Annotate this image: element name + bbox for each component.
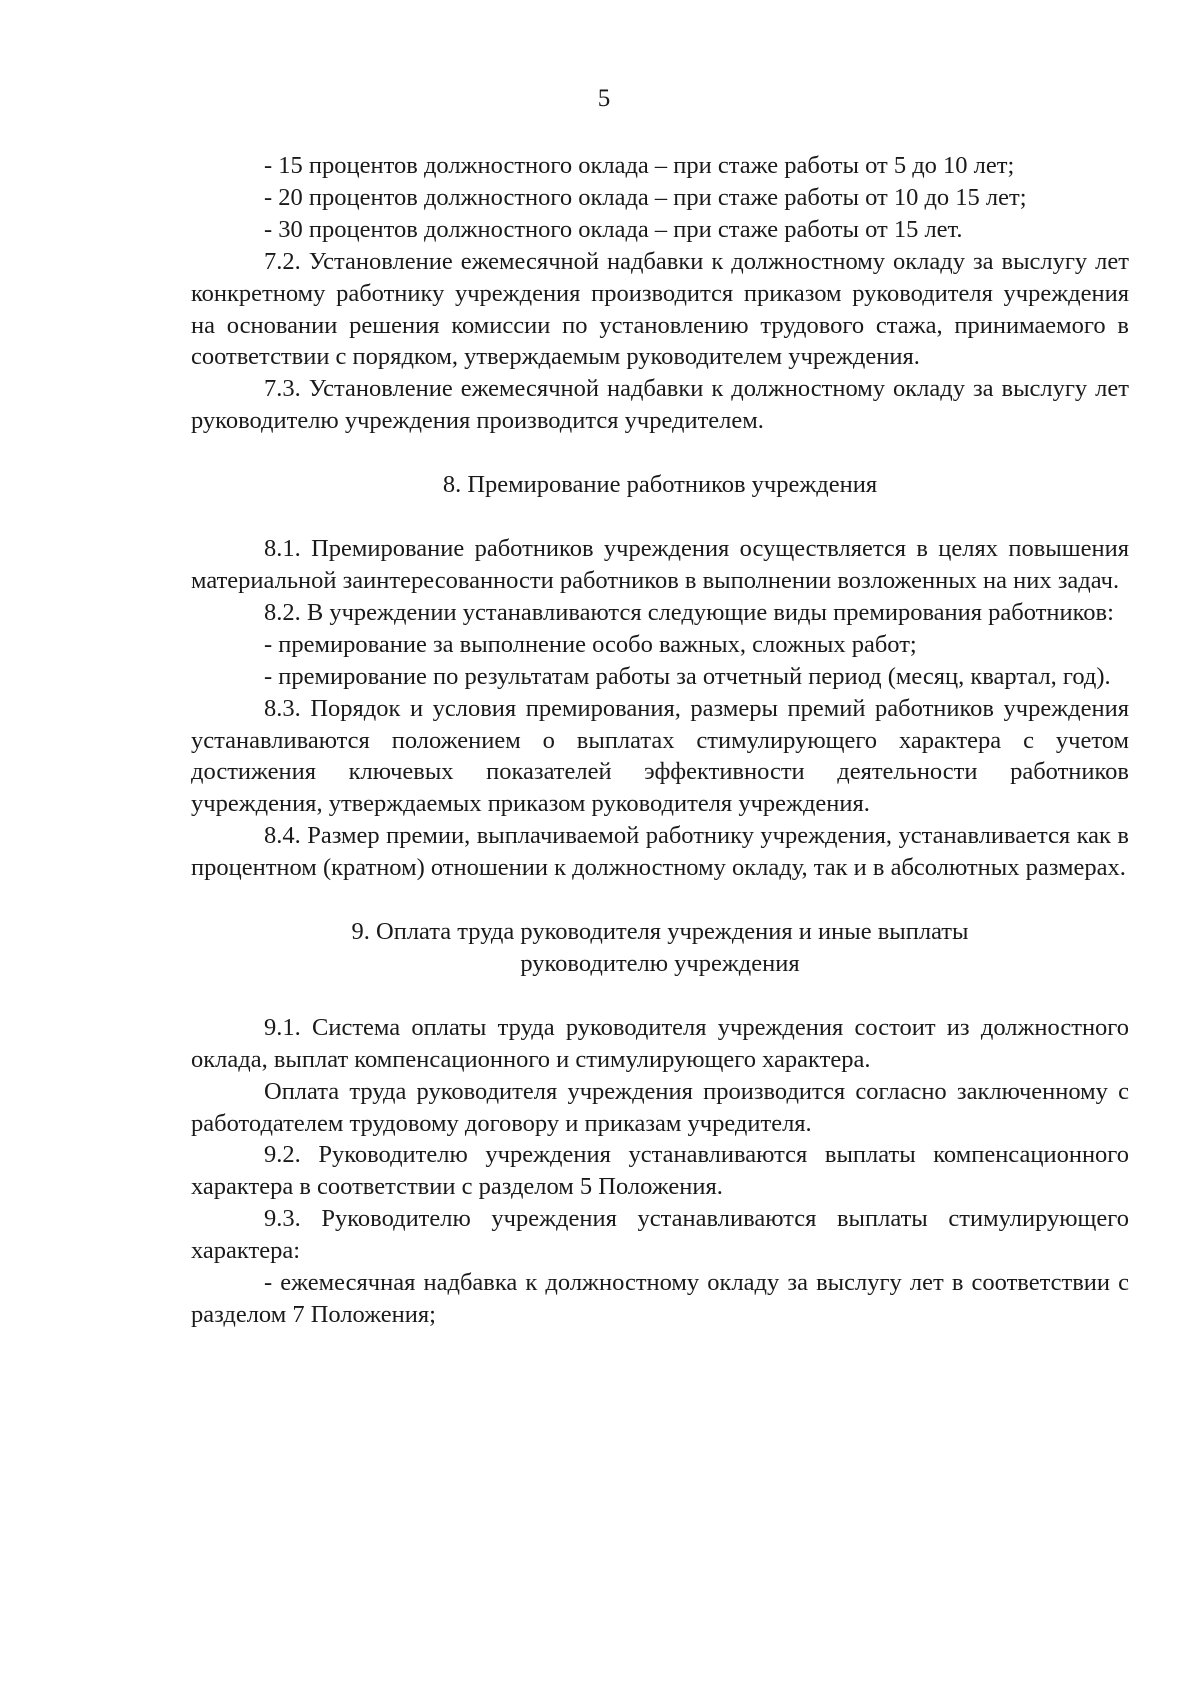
paragraph-9-3-item-1: - ежемесячная надбавка к должностному окладу за выслугу лет в соответствии с разделом 7 Положения; bbox=[191, 1269, 1129, 1328]
paragraph-7-2: 7.2. Установление ежемесячной надбавки к должностному окладу за выслугу лет конкретному работнику учреждения производится приказом руководителя учреждения на основании решения комиссии по установлению трудового стажа, принимаемого в соответствии с порядком, утверждаемым руководителем учреждения. bbox=[191, 247, 1129, 371]
paragraph-bonus-rate-30: - 30 процентов должностного оклада – при стаже работы от 15 лет. bbox=[264, 215, 963, 243]
paragraph-8-3: 8.3. Порядок и условия премирования, размеры премий работников учреждения устанавливаются положением о выплатах стимулирующего характера с учетом достижения ключевых показателей эффективности деятельности работников учреждения, утверждаемых приказом руководителя учреждения. bbox=[191, 694, 1129, 818]
section-9-heading-line-2: руководителю учреждения bbox=[520, 949, 800, 977]
paragraph-9-1: 9.1. Система оплаты труда руководителя учреждения состоит из должностного оклада, выплат компенсационного и стимулирующего характера. bbox=[191, 1013, 1129, 1073]
paragraph-9-3: 9.3. Руководителю учреждения устанавливаются выплаты стимулирующего характера: bbox=[191, 1205, 1129, 1265]
section-9-heading bbox=[191, 916, 1129, 980]
paragraph-7-3: 7.3. Установление ежемесячной надбавки к должностному окладу за выслугу лет руководителю учреждения производится учредителем. bbox=[191, 375, 1129, 435]
paragraph-8-2-item-2: - премирование по результатам работы за отчетный период (месяц, квартал, год). bbox=[264, 662, 1111, 690]
paragraph-9-2: 9.2. Руководителю учреждения устанавливаются выплаты компенсационного характера в соответствии с разделом 5 Положения. bbox=[191, 1141, 1129, 1201]
paragraph-9-1-payment: Оплата труда руководителя учреждения производится согласно заключенному с работодателем трудовому договору и приказам учредителя. bbox=[191, 1077, 1129, 1137]
paragraph-bonus-rate-15: - 15 процентов должностного оклада – при стаже работы от 5 до 10 лет; bbox=[264, 152, 1015, 179]
paragraph-8-1: 8.1. Премирование работников учреждения осуществляется в целях повышения материальной заинтересованности работников в выполнении возложенных на них задач. bbox=[191, 535, 1129, 594]
paragraph-8-4: 8.4. Размер премии, выплачиваемой работнику учреждения, устанавливается как в процентном (кратном) отношении к должностному окладу, так и в абсолютных размерах. bbox=[191, 822, 1129, 882]
section-8-heading: 8. Премирование работников учреждения bbox=[442, 471, 878, 499]
paragraph-8-2-item-1: - премирование за выполнение особо важных, сложных работ; bbox=[264, 630, 917, 658]
paragraph-bonus-rate-20: - 20 процентов должностного оклада – при стаже работы от 10 до 15 лет; bbox=[264, 183, 1027, 211]
document-body bbox=[191, 150, 1129, 1331]
page-number: 5 bbox=[597, 85, 611, 112]
paragraph-8-2: 8.2. В учреждении устанавливаются следующие виды премирования работников: bbox=[264, 598, 1114, 626]
section-9-heading-line-1: 9. Оплата труда руководителя учреждения и иные выплаты bbox=[351, 918, 969, 946]
